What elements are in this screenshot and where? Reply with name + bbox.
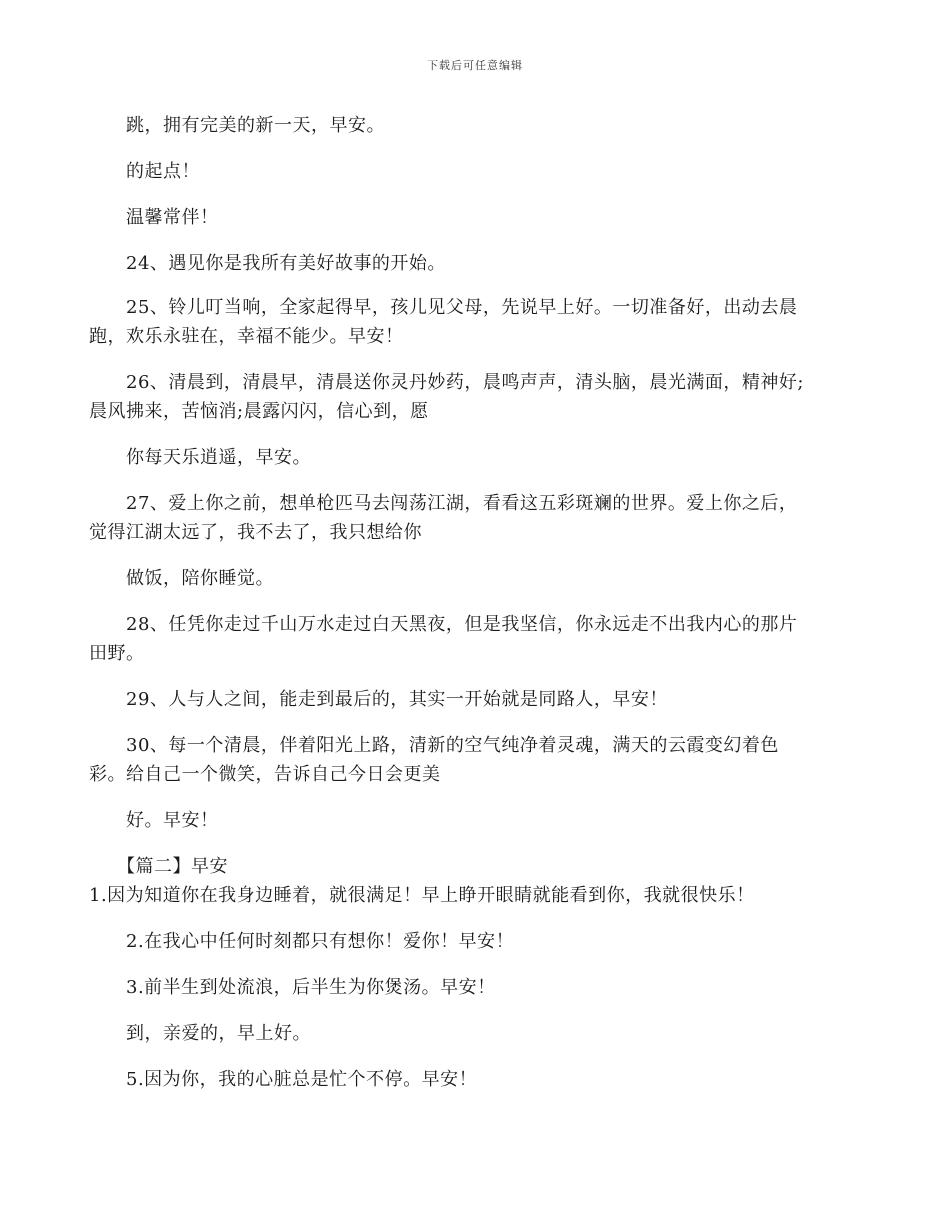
text-line: 1.因为知道你在我身边睡着，就很满足！早上睁开眼睛就能看到你，我就很快乐！ bbox=[89, 885, 755, 906]
section-heading: 【篇二】早安 bbox=[117, 856, 228, 877]
text-line: 5.因为你，我的心脏总是忙个不停。早安！ bbox=[126, 1069, 478, 1090]
text-line: 27、爱上你之前，想单枪匹马去闯荡江湖，看看这五彩斑斓的世界。爱上你之后， bbox=[126, 493, 798, 514]
text-line: 2.在我心中任何时刻都只有想你！爱你！早安！ bbox=[126, 931, 515, 952]
text-line: 田野。 bbox=[89, 643, 145, 664]
text-line: 做饭，陪你睡觉。 bbox=[126, 568, 274, 589]
text-line: 30、每一个清晨，伴着阳光上路，清新的空气纯净着灵魂，满天的云霞变幻着色 bbox=[126, 735, 779, 756]
text-line: 好。早安！ bbox=[126, 810, 219, 831]
text-line: 跳，拥有完美的新一天，早安。 bbox=[126, 115, 385, 136]
text-line: 的起点！ bbox=[126, 161, 200, 182]
text-line: 24、遇见你是我所有美好故事的开始。 bbox=[126, 253, 446, 274]
text-line: 温馨常伴！ bbox=[126, 207, 219, 228]
text-line: 觉得江湖太远了，我不去了，我只想给你 bbox=[89, 522, 422, 543]
text-line: 29、人与人之间，能走到最后的，其实一开始就是同路人，早安！ bbox=[126, 689, 668, 710]
text-line: 到，亲爱的，早上好。 bbox=[126, 1023, 311, 1044]
text-line: 25、铃儿叮当响，全家起得早，孩儿见父母，先说早上好。一切准备好，出动去晨 bbox=[126, 297, 798, 318]
text-line: 3.前半生到处流浪，后半生为你煲汤。早安！ bbox=[126, 977, 496, 998]
text-line: 跑，欢乐永驻在，幸福不能少。早安！ bbox=[89, 326, 404, 347]
text-line: 彩。给自己一个微笑，告诉自己今日会更美 bbox=[89, 764, 441, 785]
text-line: 你每天乐逍遥，早安。 bbox=[126, 447, 311, 468]
text-line: 晨风拂来，苦恼消;晨露闪闪，信心到，愿 bbox=[89, 401, 429, 422]
text-line: 28、任凭你走过千山万水走过白天黑夜，但是我坚信，你永远走不出我内心的那片 bbox=[126, 614, 798, 635]
text-line: 26、清晨到，清晨早，清晨送你灵丹妙药，晨鸣声声，清头脑，晨光满面，精神好; bbox=[126, 372, 804, 393]
header-note: 下载后可任意编辑 bbox=[427, 59, 523, 72]
